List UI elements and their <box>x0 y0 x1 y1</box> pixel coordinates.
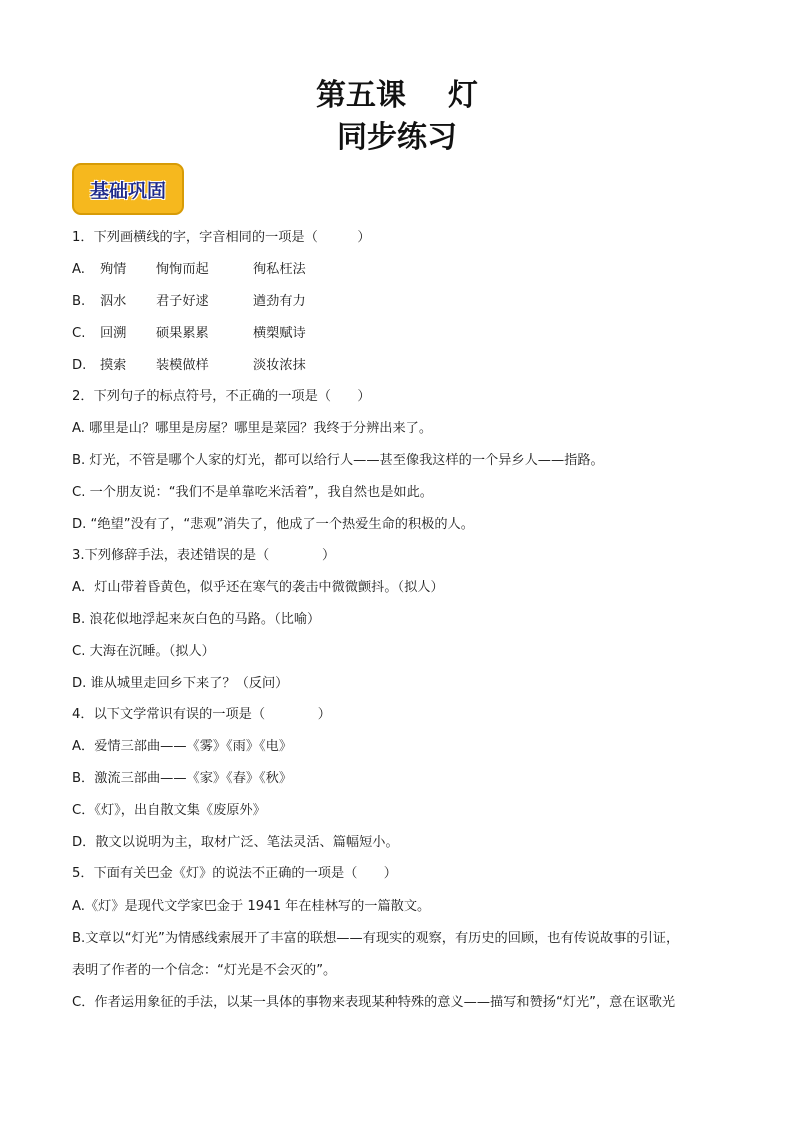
question-2-option-d: D. “绝望”没有了，“悲观”消失了，他成了一个热爱生命的积极的人。 <box>72 517 474 532</box>
question-4-stem: 4．以下文学常识有误的一项是（ ） <box>72 707 331 722</box>
question-3-option-d: D. 谁从城里走回乡下来了？（反问） <box>72 676 289 691</box>
question-3-stem: 3.下列修辞手法，表述错误的是（ ） <box>72 548 336 563</box>
question-1-option-d: D. 摸索 装模做样 淡妆浓抹 <box>72 358 306 373</box>
question-5-option-b-continued: 表明了作者的一个信念：“灯光是不会灭的”。 <box>72 963 337 978</box>
question-5-option-c: C．作者运用象征的手法，以某一具体的事物来表现某种特殊的意义——描写和赞扬“灯光”，意在讴歌光 <box>72 995 676 1010</box>
question-2-stem: 2．下列句子的标点符号，不正确的一项是（ ） <box>72 389 371 404</box>
question-5-stem: 5．下面有关巴金《灯》的说法不正确的一项是（ ） <box>72 866 397 881</box>
question-1-option-a: A. 殉情 恂恂而起 徇私枉法 <box>72 262 306 277</box>
question-4-option-b: B．激流三部曲——《家》《春》《秋》 <box>72 771 293 786</box>
question-2-option-c: C. 一个朋友说：“我们不是单靠吃米活着”，我自然也是如此。 <box>72 485 433 500</box>
question-3-option-c: C. 大海在沉睡。（拟人） <box>72 644 215 659</box>
question-1-stem: 1．下列画横线的字，字音相同的一项是（ ） <box>72 230 371 245</box>
question-4-option-d: D．散文以说明为主，取材广泛、笔法灵活、篇幅短小。 <box>72 835 399 850</box>
question-2-option-b: B. 灯光，不管是哪个人家的灯光，都可以给行人——甚至像我这样的一个异乡人——指路。 <box>72 453 604 468</box>
lesson-topic: 灯 <box>448 78 478 113</box>
question-4-option-a: A．爱情三部曲——《雾》《雨》《电》 <box>72 739 293 754</box>
question-5-option-b: B.文章以“灯光”为情感线索展开了丰富的联想——有现实的观察，有历史的回顾，也有传说故事的引证， <box>72 931 680 946</box>
question-3-option-b: B. 浪花似地浮起来灰白色的马路。（比喻） <box>72 612 321 627</box>
question-1-option-b: B. 泅水 君子好逑 遒劲有力 <box>72 294 306 309</box>
question-4-option-c: C．《灯》，出自散文集《废原外》 <box>72 803 266 818</box>
question-1-option-c: C. 回溯 硕果累累 横槊赋诗 <box>72 326 306 341</box>
page-title <box>0 76 794 116</box>
page-subtitle: 同步练习 <box>337 120 457 155</box>
lesson-number: 第五课 <box>316 78 406 113</box>
question-3-option-a: A．灯山带着昏黄色，似乎还在寒气的袭击中微微颤抖。（拟人） <box>72 580 444 595</box>
section-badge-label: 基础巩固 <box>89 179 166 202</box>
question-2-option-a: A. 哪里是山？哪里是房屋？哪里是菜园？我终于分辨出来了。 <box>72 421 433 436</box>
section-badge <box>72 163 184 215</box>
question-5-option-a: A.《灯》是现代文学家巴金于 1941 年在桂林写的一篇散文。 <box>72 899 431 914</box>
